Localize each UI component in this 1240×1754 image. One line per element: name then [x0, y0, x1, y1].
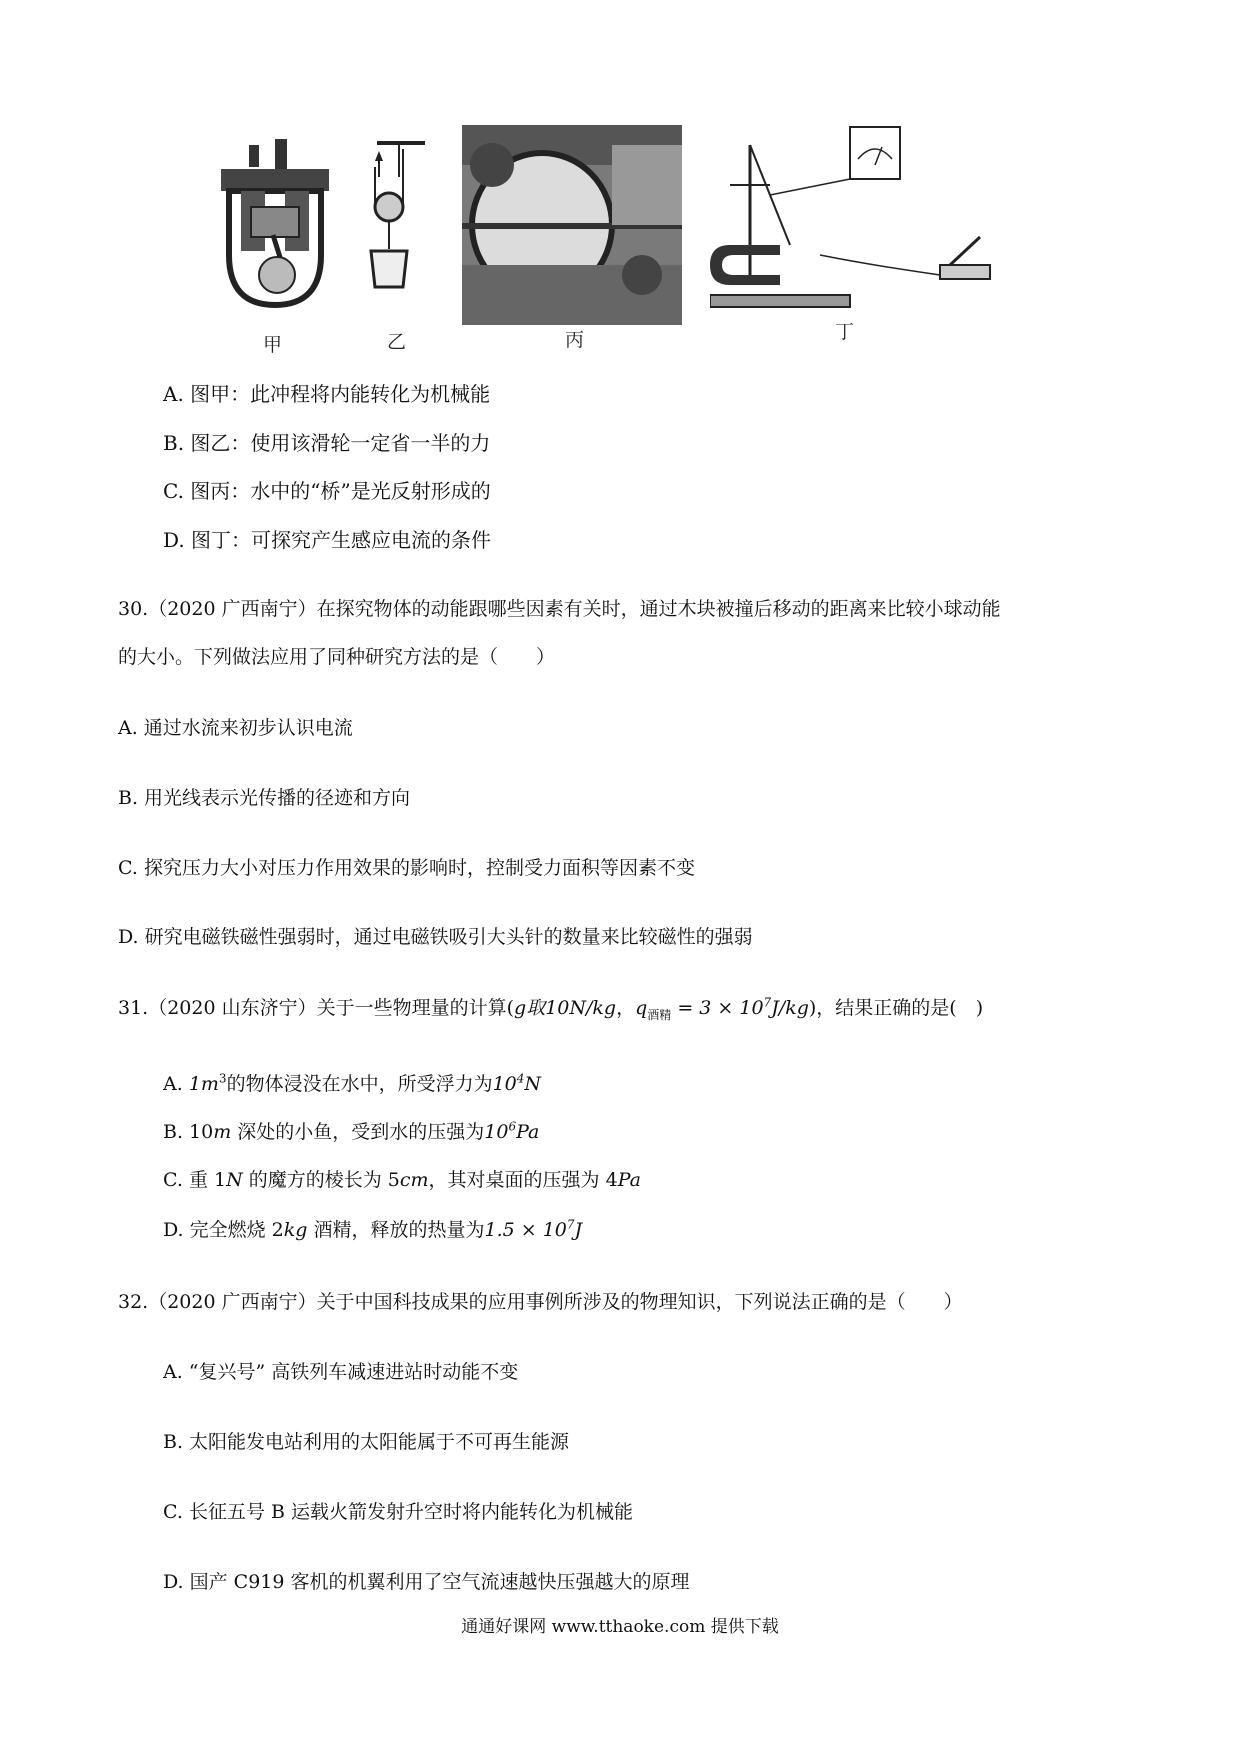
q31-c-cm: cm — [399, 1169, 429, 1191]
q29-option-c: C. 图丙：水中的“桥”是光反射形成的 — [163, 479, 491, 503]
q30-option-d: D. 研究电磁铁磁性强弱时，通过电磁铁吸引大头针的数量来比较磁性的强弱 — [118, 926, 753, 948]
q31-option-b — [163, 1118, 539, 1146]
q31-d-heat-exp: 7 — [566, 1217, 575, 1232]
q31-d-heat-unit: J — [574, 1219, 583, 1241]
q31-q-symbol: q — [635, 997, 648, 1019]
footer-credit: 通通好课网 www.tthaoke.com 提供下载 — [461, 1617, 779, 1637]
q32-stem: 32.（2020 广西南宁）关于中国科技成果的应用事例所涉及的物理知识，下列说法正确的是（ ） — [118, 1291, 963, 1313]
figure-label-ding: 丁 — [835, 321, 855, 343]
q31-c-pa: Pa — [617, 1169, 641, 1191]
pulley-figure — [355, 137, 435, 317]
figure-label-jia: 甲 — [263, 334, 283, 356]
q30-stem-line1: 30.（2020 广西南宁）在探究物体的动能跟哪些因素有关时，通过木块被撞后移动的距离来比较小球动能 — [118, 598, 1001, 620]
q31-c-prefix: C. 重 1 — [163, 1169, 227, 1191]
electromagnetic-experiment-figure — [710, 125, 1000, 315]
q31-a-force-unit: N — [524, 1073, 542, 1095]
q30-option-c: C. 探究压力大小对压力作用效果的影响时，控制受力面积等因素不变 — [118, 857, 695, 879]
q31-a-force-exp: 4 — [516, 1071, 525, 1086]
q31-stem: 31.（2020 山东济宁）关于一些物理量的计算(g取10N/kg，$q_{酒精} = 3 \times 10^7J/kg$)，结果正确的是( ) — [118, 995, 984, 1022]
figure-label-yi: 乙 — [387, 331, 407, 353]
q31-q-exponent: 7 — [763, 995, 772, 1010]
q31-option-a — [163, 1070, 541, 1098]
q31-b-pressure-unit: Pa — [516, 1121, 540, 1143]
q29-option-b: B. 图乙：使用该滑轮一定省一半的力 — [163, 431, 491, 455]
q31-a-force: 10 — [492, 1073, 517, 1095]
q31-c-text2: ，其对桌面的压强为 4 — [428, 1169, 618, 1191]
q31-a-text: 的物体浸没在水中，所受浮力为 — [226, 1073, 493, 1095]
q31-b-pressure-exp: 6 — [508, 1119, 517, 1134]
q30-stem-line2: 的大小。下列做法应用了同种研究方法的是（ ） — [118, 646, 556, 668]
q31-g-given: g取10N/kg — [514, 997, 617, 1019]
q31-b-prefix: B. 10 — [163, 1121, 214, 1143]
q31-q-subscript: 酒精 — [647, 1007, 672, 1022]
engine-cylinder-figure — [215, 137, 335, 317]
q29-option-d: D. 图丁：可探究产生感应电流的条件 — [163, 528, 492, 552]
q32-option-a: A. “复兴号” 高铁列车减速进站时动能不变 — [163, 1361, 519, 1383]
q31-q-unit: J/kg — [771, 997, 809, 1019]
q31-q-value: = 3 × 10 — [671, 997, 764, 1019]
q31-a-volume-exp: 3 — [218, 1071, 227, 1086]
figure-label-bing: 丙 — [565, 329, 585, 351]
q31-b-text: 深处的小鱼，受到水的压强为 — [231, 1121, 485, 1143]
q31-a-prefix: A. — [163, 1073, 189, 1095]
q31-d-text: 酒精，释放的热量为 — [307, 1219, 485, 1241]
q31-option-c — [163, 1166, 641, 1194]
q32-option-b: B. 太阳能发电站利用的太阳能属于不可再生能源 — [163, 1431, 570, 1453]
q31-a-volume: 1m — [188, 1073, 219, 1095]
q31-b-unit: m — [213, 1121, 232, 1143]
q31-c-newton: N — [226, 1169, 243, 1191]
q32-option-d: D. 国产 C919 客机的机翼利用了空气流速越快压强越大的原理 — [163, 1571, 690, 1593]
q31-stem-start: 31.（2020 山东济宁）关于一些物理量的计算( — [118, 997, 515, 1019]
q31-option-d — [163, 1216, 582, 1244]
q31-d-prefix: D. 完全燃烧 2 — [163, 1219, 284, 1241]
q30-option-b: B. 用光线表示光传播的径迹和方向 — [118, 787, 411, 809]
q29-option-a: A. 图甲：此冲程将内能转化为机械能 — [163, 382, 491, 406]
q31-b-pressure: 10 — [484, 1121, 509, 1143]
bridge-photo-figure — [462, 125, 682, 325]
q31-stem-end: )，结果正确的是( ) — [808, 997, 984, 1019]
q31-d-kg: kg — [283, 1219, 308, 1241]
q32-option-c: C. 长征五号 B 运载火箭发射升空时将内能转化为机械能 — [163, 1501, 633, 1523]
q31-d-heat: 1.5 × 10 — [484, 1219, 567, 1241]
figure-row — [215, 125, 1000, 355]
q30-option-a: A. 通过水流来初步认识电流 — [118, 717, 353, 739]
q31-c-text: 的魔方的棱长为 5 — [242, 1169, 400, 1191]
